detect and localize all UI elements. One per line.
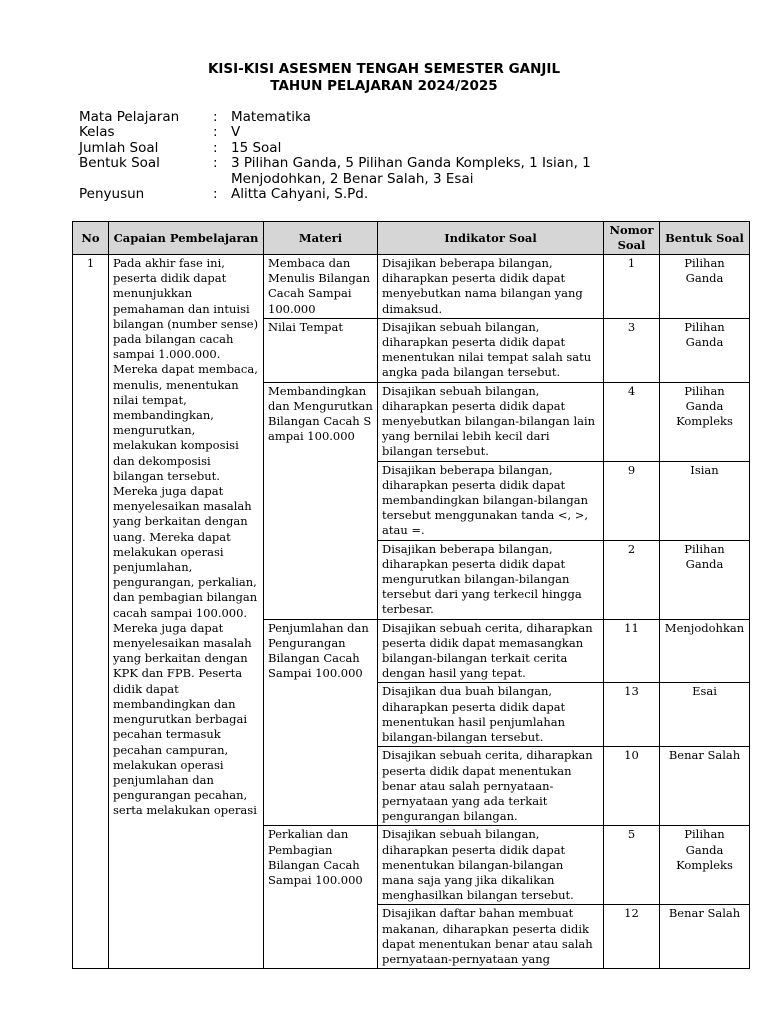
cell-bentuk: Benar Salah: [660, 747, 750, 826]
kisi-kisi-table: [72, 221, 750, 969]
info-row-mata-pelajaran: [79, 110, 719, 125]
info-colon: :: [213, 124, 218, 141]
cell-nomor: 13: [604, 683, 660, 747]
info-value: Alitta Cahyani, S.Pd.: [231, 185, 369, 202]
cell-indikator: Disajikan sebuah bilangan, diharapkan peserta didik dapat menentukan bilangan-bilangan mana saja yang jika dikalikan menghasilkan bilangan tersebut.: [378, 826, 604, 905]
cell-nomor: 3: [604, 318, 660, 382]
cell-capaian: Pada akhir fase ini, peserta didik dapat menunjukkan pemahaman dan intuisi bilangan (number sense) pada bilangan cacah sampai 1.000.000. Mereka dapat membaca, menulis, menentukan nilai tempat, membandingkan, mengurutkan, melakukan komposisi dan dekomposisi bilangan tersebut. Mereka juga dapat menyelesaikan masalah yang berkaitan dengan uang. Mereka dapat melakukan operasi penjumlahan, pengurangan, perkalian, dan pembagian bilangan cacah sampai 100.000. Mereka juga dapat menyelesaikan masalah yang berkaitan dengan KPK dan FPB. Peserta didik dapat membandingkan dan mengurutkan berbagai pecahan termasuk pecahan campuran, melakukan operasi penjumlahan dan pengurangan pecahan, serta melakukan operasi: [109, 255, 264, 969]
document-title: KISI-KISI ASESMEN TENGAH SEMESTER GANJIL: [207, 61, 561, 77]
info-block: [79, 110, 719, 202]
info-label: Bentuk Soal: [79, 155, 160, 172]
document-subtitle: TAHUN PELAJARAN 2024/2025: [270, 78, 498, 94]
header-capaian: Capaian Pembelajaran: [109, 222, 264, 255]
header-materi: Materi: [264, 222, 378, 255]
cell-materi: Nilai Tempat: [264, 318, 378, 382]
info-colon: :: [213, 109, 218, 125]
cell-nomor: 5: [604, 826, 660, 905]
info-colon: :: [213, 185, 218, 202]
info-row-kelas: [79, 125, 719, 140]
cell-indikator: Disajikan sebuah cerita, diharapkan peserta didik dapat menentukan benar atau salah pernyataan-pernyataan yang ada terkait pengurangan bilangan.: [378, 747, 604, 826]
cell-bentuk: Pilihan Ganda: [660, 255, 750, 319]
cell-nomor: 9: [604, 461, 660, 540]
cell-nomor: 2: [604, 540, 660, 619]
cell-bentuk: Pilihan Ganda: [660, 540, 750, 619]
cell-materi: Perkalian dan Pembagian Bilangan Cacah Sampai 100.000: [264, 826, 378, 969]
cell-bentuk: Pilihan Ganda Kompleks: [660, 826, 750, 905]
info-colon: :: [213, 155, 218, 172]
cell-bentuk: Esai: [660, 683, 750, 747]
header-indikator: Indikator Soal: [378, 222, 604, 255]
info-row-penyusun: [79, 187, 719, 202]
info-row-bentuk-soal: [79, 156, 719, 187]
cell-indikator: Disajikan beberapa bilangan, diharapkan peserta didik dapat membandingkan bilangan-bilangan tersebut menggunakan tanda <, >, atau =.: [378, 461, 604, 540]
cell-indikator: Disajikan dua buah bilangan, diharapkan peserta didik dapat menentukan hasil penjumlahan bilangan-bilangan tersebut.: [378, 683, 604, 747]
cell-materi: Penjumlahan dan Pengurangan Bilangan Cacah Sampai 100.000: [264, 619, 378, 826]
info-label: Kelas: [79, 124, 115, 141]
info-row-jumlah-soal: [79, 141, 719, 156]
cell-nomor: 10: [604, 747, 660, 826]
cell-nomor: 4: [604, 382, 660, 461]
header-nomor-soal: Nomor Soal: [604, 222, 660, 255]
header-no: No: [73, 222, 109, 255]
cell-indikator: Disajikan beberapa bilangan, diharapkan peserta didik dapat mengurutkan bilangan-bilangan tersebut dari yang terkecil hingga terbesar.: [378, 540, 604, 619]
cell-nomor: 12: [604, 905, 660, 969]
table-row: [73, 255, 750, 319]
info-value: 15 Soal: [231, 139, 282, 156]
cell-bentuk: Pilihan Ganda: [660, 318, 750, 382]
cell-indikator: Disajikan daftar bahan membuat makanan, diharapkan peserta didik dapat menentukan benar atau salah pernyataan-pernyataan yang: [378, 905, 604, 969]
info-label: Jumlah Soal: [79, 139, 159, 156]
cell-materi: Membandingkan dan Mengurutkan Bilangan Cacah Sampai 100.000: [264, 382, 378, 619]
info-value: V: [231, 124, 241, 141]
cell-nomor: 11: [604, 619, 660, 683]
cell-materi: Membaca dan Menulis Bilangan Cacah Sampai 100.000: [264, 255, 378, 319]
cell-bentuk: Isian: [660, 461, 750, 540]
info-colon: :: [213, 139, 218, 156]
header-bentuk-soal: Bentuk Soal: [660, 222, 750, 255]
cell-no: 1: [73, 255, 109, 969]
table-header-row: [73, 222, 750, 255]
cell-indikator: Disajikan sebuah bilangan, diharapkan peserta didik dapat menentukan nilai tempat salah satu angka pada bilangan tersebut.: [378, 318, 604, 382]
cell-bentuk: Menjodohkan: [660, 619, 750, 683]
cell-indikator: Disajikan sebuah cerita, diharapkan peserta didik dapat memasangkan bilangan-bilangan terkait cerita dengan hasil yang tepat.: [378, 619, 604, 683]
cell-indikator: Disajikan beberapa bilangan, diharapkan peserta didik dapat menyebutkan nama bilangan yang dimaksud.: [378, 255, 604, 319]
info-label: Penyusun: [79, 185, 145, 202]
info-label: Mata Pelajaran: [79, 109, 180, 125]
cell-bentuk: Pilihan Ganda Kompleks: [660, 382, 750, 461]
info-value: 3 Pilihan Ganda, 5 Pilihan Ganda Kompleks, 1 Isian, 1 Menjodohkan, 2 Benar Salah, 3 Esai: [231, 155, 591, 187]
cell-nomor: 1: [604, 255, 660, 319]
cell-bentuk: Benar Salah: [660, 905, 750, 969]
cell-indikator: Disajikan sebuah bilangan, diharapkan peserta didik dapat menyebutkan bilangan-bilangan lain yang bernilai lebih kecil dari bilangan tersebut.: [378, 382, 604, 461]
info-value: Matematika: [231, 109, 311, 125]
